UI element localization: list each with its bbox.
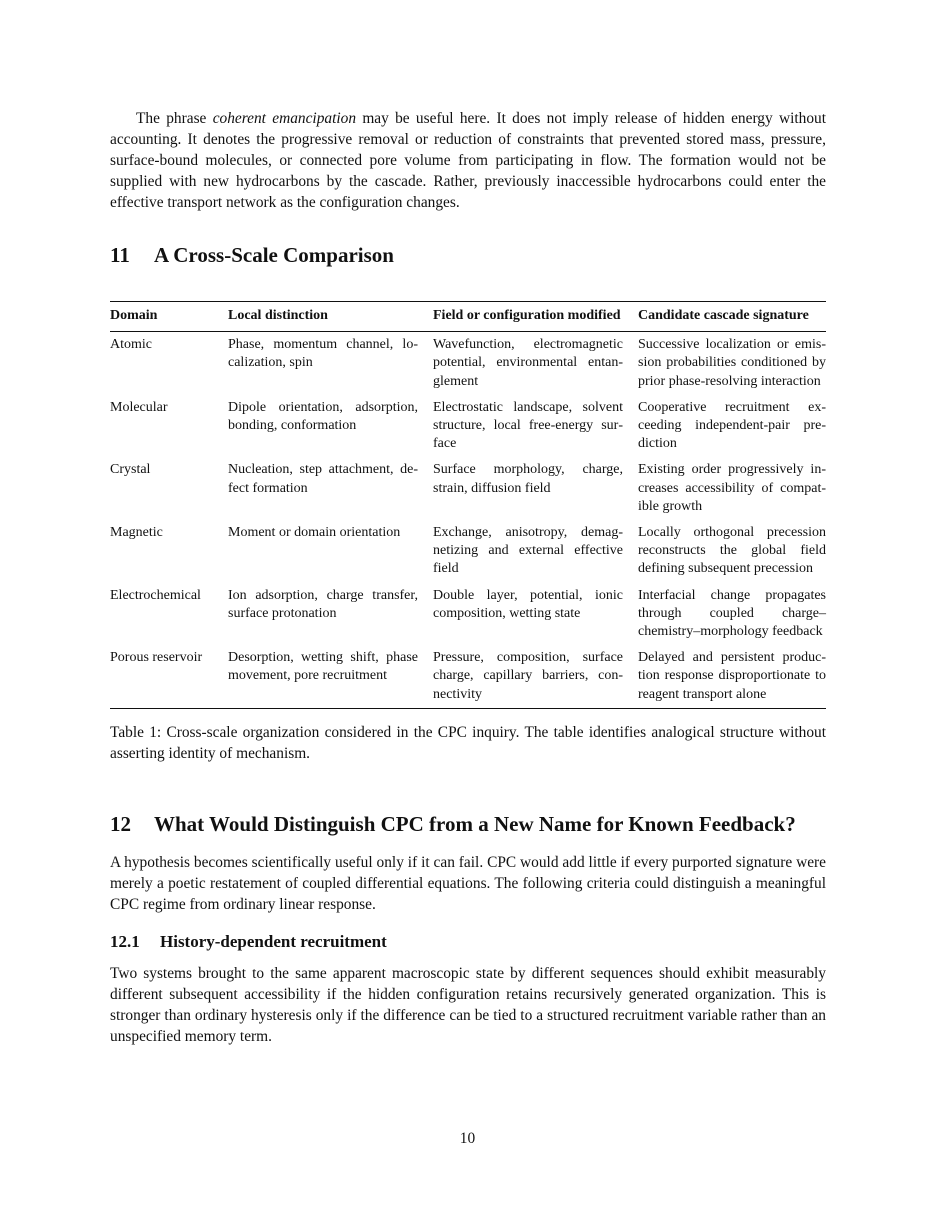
page-body	[110, 108, 826, 1047]
page-number: 10	[459, 1130, 476, 1147]
subsection-title: History-dependent recruitment	[160, 931, 387, 951]
table-cell: Double layer, potential, ionic composition, wetting state	[433, 587, 623, 621]
table-cell: Phase, momentum channel, localization, spin	[228, 337, 418, 371]
table-cell: Exchange, anisotropy, demagnetizing and external effective field	[433, 525, 623, 577]
table-cell: Pressure, composition, surface charge, capillary barriers, connectivity	[433, 646, 638, 708]
table-cell: Interfacial change propagates through coupled charge–chemistry–morphology feedback	[638, 587, 826, 640]
section-number: 12	[110, 811, 131, 836]
table-cell: Wavefunction, electromagnetic potential, environmental entanglement	[433, 337, 623, 389]
section-title: What Would Distinguish CPC from a New Name for Known Feedback?	[154, 811, 796, 836]
table-cell: Delayed and persistent production response disproportionate to reagent transport alone	[638, 646, 826, 708]
table-cell: Existing order progressively increases accessibility of compatible growth	[638, 462, 826, 514]
table-cell: Porous reservoir	[110, 646, 228, 708]
section-number: 11	[110, 243, 130, 267]
table-cell: Magnetic	[110, 525, 163, 541]
table-row	[110, 396, 826, 459]
table-cell: Successive localization or emission probabilities conditioned by prior phase-resolving interaction	[638, 337, 826, 389]
intro-paragraph: The phrase coherent emancipation may be useful here. It does not imply release of hidden energy without accounting. It denotes the progressive removal or reduction of constraints that prevented stored mass, pressure, surface-bound molecules, or connected pore volume from participating in flow. The formation would not be supplied with new hydrocarbons by the cascade. Rather, previously inaccessible hydrocarbons could enter the effective transport network as the configuration changes.	[110, 110, 826, 211]
table-cell: Electrostatic landscape, solvent structure, local free-energy surface	[433, 399, 623, 452]
table-row	[110, 584, 826, 647]
section-12-paragraph: A hypothesis becomes scientifically useful only if it can fail. CPC would add little if every purported signature were merely a poetic restatement of coupled differential equations. The following criteria could distinguish a meaningful CPC regime from ordinary linear response.	[110, 853, 826, 913]
intro-emphasis: coherent emancipation	[212, 110, 357, 127]
table-cell: Moment or domain orientation	[228, 525, 401, 541]
table-cell: Desorption, wetting shift, phase movement, pore recruitment	[228, 646, 433, 708]
subsection-12-1-heading	[110, 931, 826, 953]
table-row	[110, 458, 826, 521]
header-field-modified: Field or configuration modified	[433, 302, 638, 332]
table-cell: Atomic	[110, 337, 152, 353]
header-cascade-signature: Candidate cascade signature	[638, 302, 826, 332]
table-cell: Molecular	[110, 399, 168, 415]
table-cell: Nucleation, step attachment, defect formation	[228, 462, 418, 496]
subsection-number: 12.1	[110, 931, 140, 951]
table-cell: Ion adsorption, charge transfer, surface protonation	[228, 587, 418, 621]
table-cell: Surface morphology, charge, strain, diffusion field	[433, 462, 623, 496]
table-cell: Locally orthogonal precession reconstructs the global field defining subsequent precession	[638, 525, 826, 577]
section-12-heading	[110, 811, 826, 837]
table-cell: Dipole orientation, adsorption, bonding, conformation	[228, 399, 418, 434]
cross-scale-table	[110, 301, 826, 709]
table-row	[110, 521, 826, 584]
table-cell: Crystal	[110, 462, 151, 478]
table-caption: Table 1: Cross-scale organization considered in the CPC inquiry. The table identifies analogical structure without asserting identity of mechanism.	[110, 723, 826, 762]
section-title: A Cross-Scale Comparison	[154, 243, 394, 267]
header-local-distinction: Local distinction	[228, 302, 433, 332]
table-cell: Electrochemical	[110, 587, 201, 603]
header-domain: Domain	[110, 302, 228, 332]
table-header-row	[110, 302, 826, 332]
table-cell: Cooperative recruitment exceeding independent-pair prediction	[638, 399, 826, 452]
table-row	[110, 646, 826, 708]
subsection-12-1-paragraph: Two systems brought to the same apparent macroscopic state by different sequences should exhibit measurably different subsequent accessibility if the hidden configuration retains recursively generated organization. This is stronger than ordinary hysteresis only if the difference can be tied to a structured recruitment variable rather than an unspecified memory term.	[110, 964, 826, 1045]
table-row	[110, 332, 826, 396]
section-11-heading	[110, 242, 826, 268]
